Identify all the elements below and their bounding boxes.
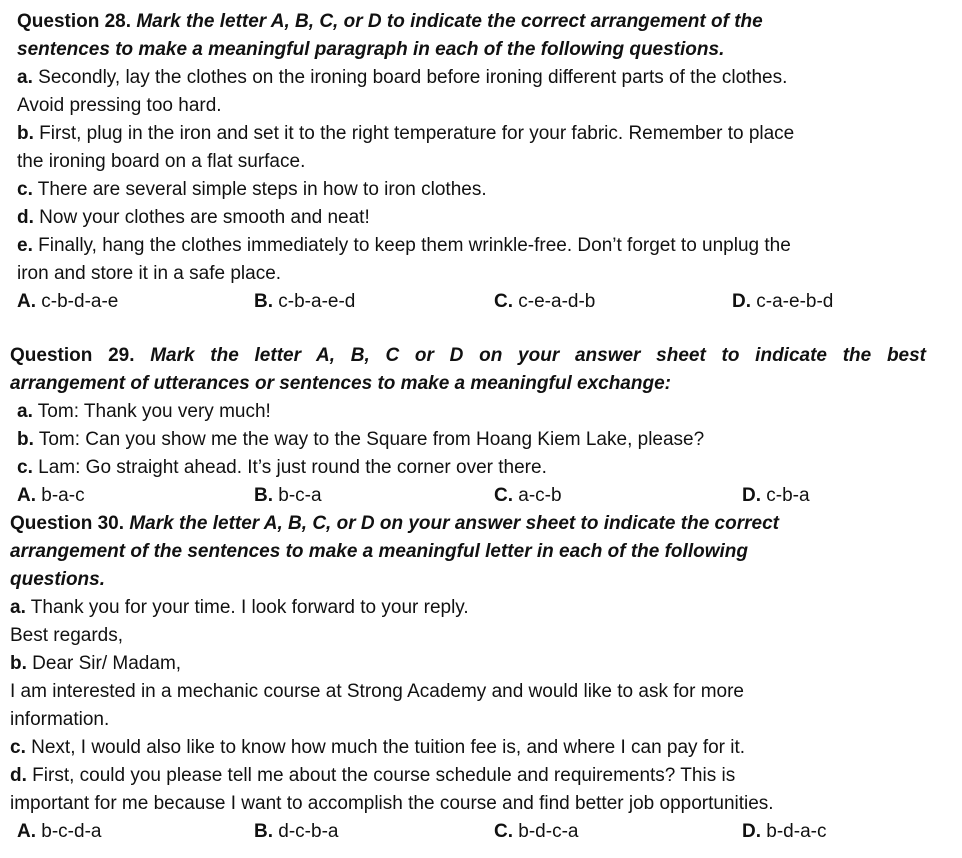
q28-sentence-d: [17, 204, 370, 232]
option-text: b-d-a-c: [766, 821, 827, 842]
q28-sentence-d-key: d.: [17, 207, 34, 228]
option-letter: A.: [17, 291, 36, 312]
q28-instruction: Mark the letter A, B, C, or D to indicate the correct arrangement of the: [136, 11, 763, 32]
q30-instruction-line-1: [10, 510, 779, 538]
q30-sentence-a-key: a.: [10, 597, 26, 618]
q30-number: Question 30.: [10, 513, 125, 534]
q30-sentence-b: [10, 650, 181, 678]
q28-sentence-b-text: First, plug in the iron and set it to the right temperature for your fabric. Remember to place: [39, 123, 795, 144]
option-letter: C.: [494, 821, 513, 842]
q28-sentence-c-key: c.: [17, 179, 33, 200]
q29-number: Question 29.: [10, 345, 135, 366]
q29-option-d[interactable]: [742, 482, 810, 510]
option-letter: A.: [17, 821, 36, 842]
option-letter: A.: [17, 485, 36, 506]
q28-option-a[interactable]: [17, 288, 118, 316]
q29-utterance-a: [17, 398, 271, 426]
q28-number: Question 28.: [17, 11, 132, 32]
option-text: c-b-d-a-e: [41, 291, 119, 312]
option-letter: D.: [742, 821, 761, 842]
option-text: a-c-b: [518, 485, 562, 506]
option-text: b-c-d-a: [41, 821, 102, 842]
q28-sentence-a: [17, 64, 787, 92]
option-text: c-b-a: [766, 485, 810, 506]
q30-sentence-b-cont-2: information.: [10, 709, 110, 730]
q30-sentence-d-key: d.: [10, 765, 27, 786]
q28-sentence-b-key: b.: [17, 123, 34, 144]
q28-sentence-e-cont: iron and store it in a safe place.: [17, 263, 282, 284]
q28-option-d[interactable]: [732, 288, 833, 316]
q30-sentence-d-cont: important for me because I want to accomplish the course and find better job opportunities.: [10, 793, 774, 814]
q30-sentence-b-cont: I am interested in a mechanic course at Strong Academy and would like to ask for more: [10, 681, 744, 702]
q28-sentence-d-text: Now your clothes are smooth and neat!: [39, 207, 370, 228]
q28-sentence-a-cont: Avoid pressing too hard.: [17, 95, 222, 116]
q30-instruction-line-2: arrangement of the sentences to make a meaningful letter in each of the following: [10, 541, 748, 562]
q28-sentence-e-key: e.: [17, 235, 33, 256]
q29-instruction-line-2: arrangement of utterances or sentences to make a meaningful exchange:: [10, 373, 671, 394]
q30-option-b[interactable]: [254, 818, 338, 846]
q29-utterance-b: [17, 426, 704, 454]
q30-option-a[interactable]: [17, 818, 101, 846]
q29-instruction: Mark the letter A, B, C or D on your answer sheet to indicate the best: [150, 345, 927, 366]
option-text: c-e-a-d-b: [518, 291, 596, 312]
q30-sentence-c-text: Next, I would also like to know how much the tuition fee is, and where I can pay for it.: [31, 737, 746, 758]
q30-option-c[interactable]: [494, 818, 578, 846]
option-text: b-d-c-a: [518, 821, 579, 842]
q30-sentence-d-text: First, could you please tell me about the course schedule and requirements? This is: [32, 765, 736, 786]
option-letter: B.: [254, 485, 273, 506]
q29-option-b[interactable]: [254, 482, 322, 510]
q29-utterance-b-text: Tom: Can you show me the way to the Square from Hoang Kiem Lake, please?: [38, 429, 705, 450]
q29-option-a[interactable]: [17, 482, 85, 510]
q29-utterance-c: [17, 454, 547, 482]
q28-sentence-b: [17, 120, 794, 148]
option-text: d-c-b-a: [278, 821, 339, 842]
option-letter: D.: [732, 291, 751, 312]
q28-sentence-a-key: a.: [17, 67, 33, 88]
q30-sentence-c: [10, 734, 745, 762]
q28-sentence-e: [17, 232, 791, 260]
q28-instruction-line-2: sentences to make a meaningful paragraph in each of the following questions.: [17, 39, 725, 60]
q30-sentence-b-key: b.: [10, 653, 27, 674]
q30-sentence-c-key: c.: [10, 737, 26, 758]
q28-sentence-e-text: Finally, hang the clothes immediately to keep them wrinkle-free. Don’t forget to unplug the: [38, 235, 791, 256]
option-text: c-b-a-e-d: [278, 291, 356, 312]
q30-sentence-a: [10, 594, 469, 622]
q28-option-c[interactable]: [494, 288, 595, 316]
q29-option-c[interactable]: [494, 482, 562, 510]
q28-sentence-b-cont: the ironing board on a flat surface.: [17, 151, 306, 172]
q29-utterance-a-key: a.: [17, 401, 33, 422]
option-letter: C.: [494, 291, 513, 312]
option-text: b-a-c: [41, 485, 85, 506]
option-letter: B.: [254, 291, 273, 312]
q30-instruction: Mark the letter A, B, C, or D on your answer sheet to indicate the correct: [129, 513, 779, 534]
q30-sentence-a-cont: Best regards,: [10, 625, 123, 646]
option-text: c-a-e-b-d: [756, 291, 834, 312]
q28-sentence-a-text: Secondly, lay the clothes on the ironing board before ironing different parts of the clothes.: [38, 67, 788, 88]
option-letter: B.: [254, 821, 273, 842]
q29-utterance-b-key: b.: [17, 429, 34, 450]
q28-option-b[interactable]: [254, 288, 355, 316]
q28-instruction-line-1: [17, 8, 763, 36]
q29-instruction-line-1: [10, 342, 926, 370]
q29-utterance-c-text: Lam: Go straight ahead. It’s just round the corner over there.: [38, 457, 547, 478]
q30-sentence-b-text: Dear Sir/ Madam,: [32, 653, 182, 674]
q28-sentence-c: [17, 176, 487, 204]
q30-sentence-d: [10, 762, 735, 790]
option-letter: C.: [494, 485, 513, 506]
option-letter: D.: [742, 485, 761, 506]
q29-utterance-a-text: Tom: Thank you very much!: [37, 401, 271, 422]
option-text: b-c-a: [278, 485, 322, 506]
q29-utterance-c-key: c.: [17, 457, 33, 478]
q30-instruction-line-3: questions.: [10, 569, 106, 590]
q30-sentence-a-text: Thank you for your time. I look forward to your reply.: [30, 597, 469, 618]
q30-option-d[interactable]: [742, 818, 826, 846]
q28-sentence-c-text: There are several simple steps in how to iron clothes.: [37, 179, 487, 200]
